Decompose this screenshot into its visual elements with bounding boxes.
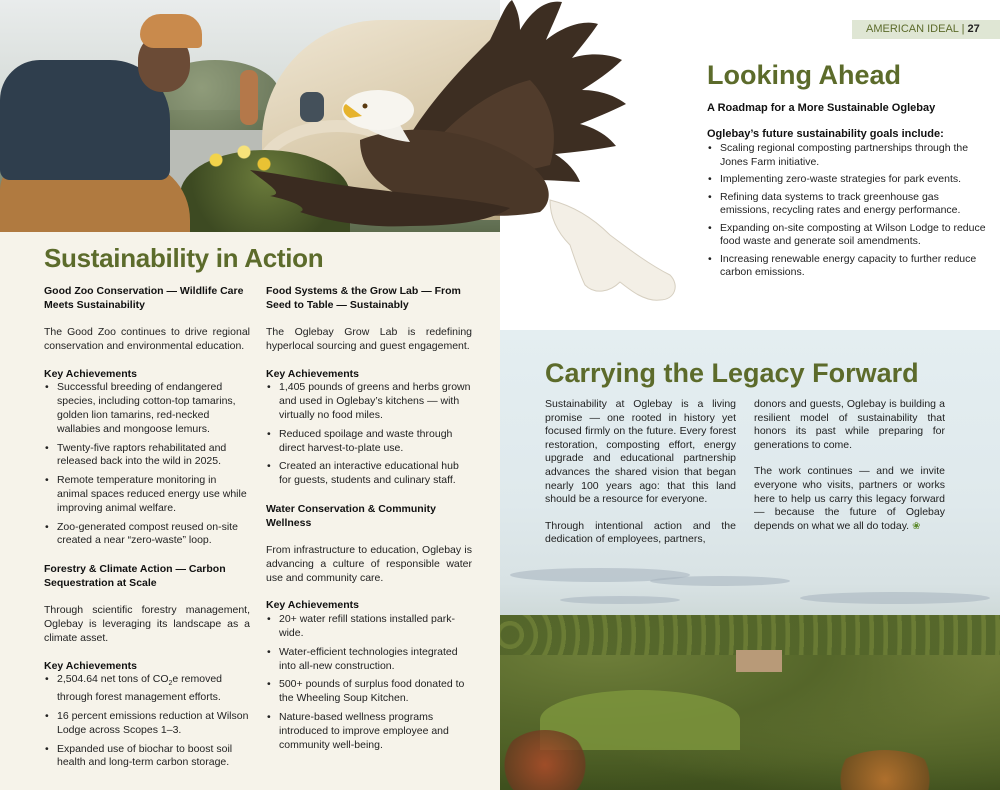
list-item: • Water-efficient technologies integrated into all-new construction. (279, 646, 472, 674)
list-item: • Refining data systems to track greenhouse gas emissions, recycling rates and energy performance. (720, 191, 990, 218)
list-item: • 1,405 pounds of greens and herbs grown and used in Oglebay’s kitchens — with virtually no food miles. (279, 381, 472, 422)
column-food-water (266, 284, 472, 757)
food-ka-label: Key Achievements (266, 367, 359, 380)
section-title-sustainability: Sustainability in Action (44, 243, 324, 273)
food-heading: Food Systems & the Grow Lab — From Seed to Table — Sustainably (266, 285, 461, 311)
list-item: • Twenty-five raptors rehabilitated and released back into the wild in 2025. (57, 442, 250, 470)
zoo-ka-label: Key Achievements (44, 367, 137, 380)
list-item: • Expanded use of biochar to boost soil health and long-term carbon storage. (57, 743, 250, 771)
list-item: • Implementing zero-waste strategies for park events. (720, 173, 990, 187)
section-title-carrying-legacy: Carrying the Legacy Forward (545, 358, 919, 388)
column-zoo-forestry (44, 284, 250, 775)
list-item: • 500+ pounds of surplus food donated to the Wheeling Soup Kitchen. (279, 678, 472, 706)
legacy-paragraph: The work continues — and we invite everyone who visits, partners or works here to help us carry this legacy forward — because the future of Oglebay depends on what we all do today. ❀ (754, 465, 945, 532)
list-item: • Remote temperature monitoring in animal spaces reduced energy use while improving animal welfare. (57, 474, 250, 515)
section-title-looking-ahead: Looking Ahead (707, 60, 901, 90)
legacy-paragraph: Through intentional action and the dedication of employees, partners, (545, 519, 736, 546)
water-heading: Water Conservation & Community Wellness (266, 502, 436, 529)
list-item: • Created an interactive educational hub for guests, students and culinary staff. (279, 460, 472, 488)
list-item: • Nature-based wellness programs introduced to improve employee and community well-being. (279, 711, 472, 752)
forestry-ka-label: Key Achievements (44, 659, 137, 672)
food-achievements-list (266, 381, 472, 488)
water-achievements-list (266, 613, 472, 752)
legacy-column-2 (754, 398, 945, 533)
page-header-tab: AMERICAN IDEAL | 27 (852, 20, 1000, 39)
looking-ahead-intro: Oglebay’s future sustainability goals include: (707, 128, 944, 140)
water-intro: From infrastructure to education, Oglebay is advancing a culture of responsible water use and community care. (266, 543, 472, 584)
legacy-paragraph: donors and guests, Oglebay is building a resilient model of sustainability that honors its past while preparing for generations to come. (754, 398, 945, 451)
legacy-paragraph: Sustainability at Oglebay is a living promise — one rooted in history yet focused firmly on the future. Every forest restoration, composting effort, energy upgrade and educational partnership advances the shared vision that began nearly 100 years ago: that this land should be a resource for everyone. (545, 398, 736, 506)
list-item: • 16 percent emissions reduction at Wilson Lodge across Scopes 1–3. (57, 710, 250, 738)
list-item: • Successful breeding of endangered species, including cotton-top tamarins, golden lion tamarins, red-necked wallabies and mongoose lemurs. (57, 381, 250, 436)
future-goals-list (707, 142, 990, 284)
water-ka-label: Key Achievements (266, 599, 359, 612)
list-item: • 20+ water refill stations installed park-wide. (279, 613, 472, 641)
zoo-heading: Good Zoo Conservation — Wildlife Care Meets Sustainability (44, 285, 244, 311)
zoo-achievements-list (44, 381, 250, 548)
forestry-heading: Forestry & Climate Action — Carbon Sequestration at Scale (44, 563, 226, 590)
publication-name: AMERICAN IDEAL (866, 23, 959, 35)
legacy-column-1 (545, 398, 736, 547)
zoo-intro: The Good Zoo continues to drive regional conservation and environmental education. (44, 326, 250, 352)
list-item: • Scaling regional composting partnerships through the Jones Farm initiative. (720, 142, 990, 169)
looking-ahead-subtitle: A Roadmap for a More Sustainable Oglebay (707, 102, 936, 114)
list-item: • 2,504.64 net tons of $CO_2e$ removed through forest management efforts. (57, 673, 250, 705)
list-item: • Expanding on-site composting at Wilson Lodge to reduce food waste and generate soil amendments. (720, 222, 990, 249)
list-item: • Reduced spoilage and waste through direct harvest-to-plate use. (279, 428, 472, 456)
food-intro: The Oglebay Grow Lab is redefining hyperlocal sourcing and guest engagement. (266, 326, 472, 352)
leaf-sprig-icon: ❀ (912, 520, 921, 532)
list-item: • Zoo-generated compost reused on-site created a near “zero-waste” loop. (57, 521, 250, 549)
forestry-intro: Through scientific forestry management, Oglebay is leveraging its landscape as a climate asset. (44, 604, 250, 644)
forestry-achievements-list (44, 673, 250, 770)
lodge-building (736, 650, 782, 672)
page-number: 27 (967, 23, 980, 35)
list-item: • Increasing renewable energy capacity to further reduce carbon emissions. (720, 253, 990, 280)
